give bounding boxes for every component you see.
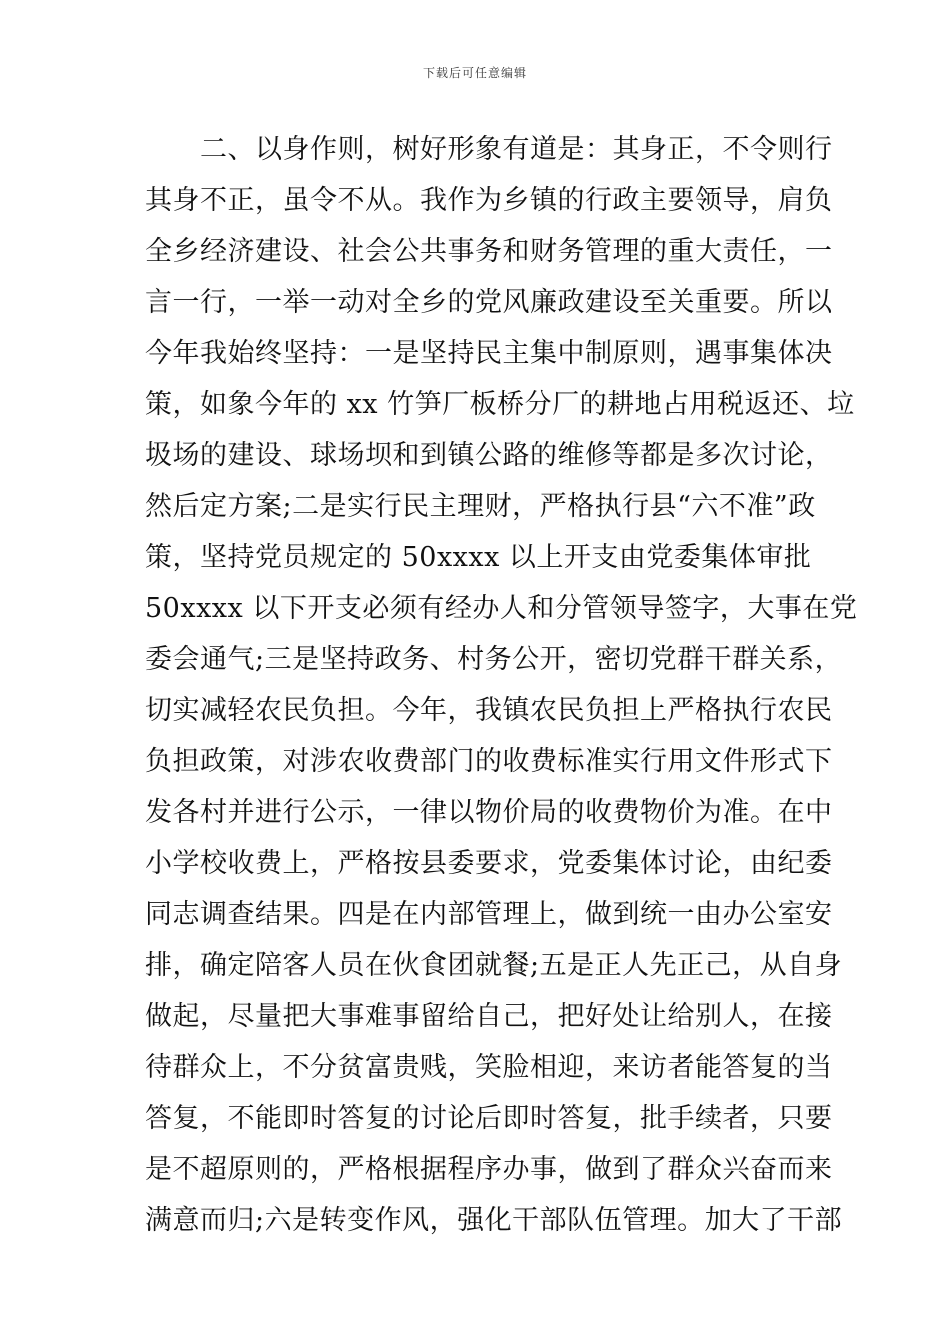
text-line: 同志调查结果。四是在内部管理上，做到统一由办公室安 (145, 899, 833, 930)
text-line: 策，如象今年的 xx 竹笋厂板桥分厂的耕地占用税返还、垃 (145, 389, 855, 420)
text-line: 做起，尽量把大事难事留给自己，把好处让给别人，在接 (145, 1001, 833, 1032)
document-body (145, 124, 858, 1246)
text-line: 发各村并进行公示，一律以物价局的收费物价为准。在中 (145, 797, 833, 828)
text-line: 委会通气;三是坚持政务、村务公开，密切党群干群关系， (145, 644, 843, 675)
text-line: 策，坚持党员规定的 50xxxx 以上开支由党委集体审批 (145, 542, 812, 573)
text-line: 排，确定陪客人员在伙食团就餐;五是正人先正己，从自身 (145, 950, 843, 981)
text-line: 答复，不能即时答复的讨论后即时答复，批手续者，只要 (145, 1103, 833, 1134)
text-line: 满意而归;六是转变作风，强化干部队伍管理。加大了干部 (145, 1205, 843, 1236)
text-line: 然后定方案;二是实行民主理财，严格执行县“六不准”政 (145, 491, 816, 522)
text-line: 全乡经济建设、社会公共事务和财务管理的重大责任，一 (145, 236, 833, 267)
text-line: 圾场的建设、球场坝和到镇公路的维修等都是多次讨论， (145, 440, 833, 471)
text-line: 是不超原则的，严格根据程序办事，做到了群众兴奋而来 (145, 1154, 833, 1185)
text-line: 待群众上，不分贫富贵贱，笑脸相迎，来访者能答复的当 (145, 1052, 833, 1083)
text-line: 言一行，一举一动对全乡的党风廉政建设至关重要。所以 (145, 287, 833, 318)
text-line: 切实减轻农民负担。今年，我镇农民负担上严格执行农民 (145, 695, 833, 726)
text-line: 50xxxx 以下开支必须有经办人和分管领导签字，大事在党 (145, 593, 858, 624)
text-line: 二、以身作则，树好形象有道是：其身正，不令则行 (145, 134, 833, 165)
page-header-note: 下载后可任意编辑 (422, 66, 527, 80)
text-line: 小学校收费上，严格按县委要求，党委集体讨论，由纪委 (145, 848, 833, 879)
text-line: 其身不正，虽令不从。我作为乡镇的行政主要领导，肩负 (145, 185, 833, 216)
text-line: 今年我始终坚持：一是坚持民主集中制原则，遇事集体决 (145, 338, 833, 369)
text-line: 负担政策，对涉农收费部门的收费标准实行用文件形式下 (145, 746, 833, 777)
